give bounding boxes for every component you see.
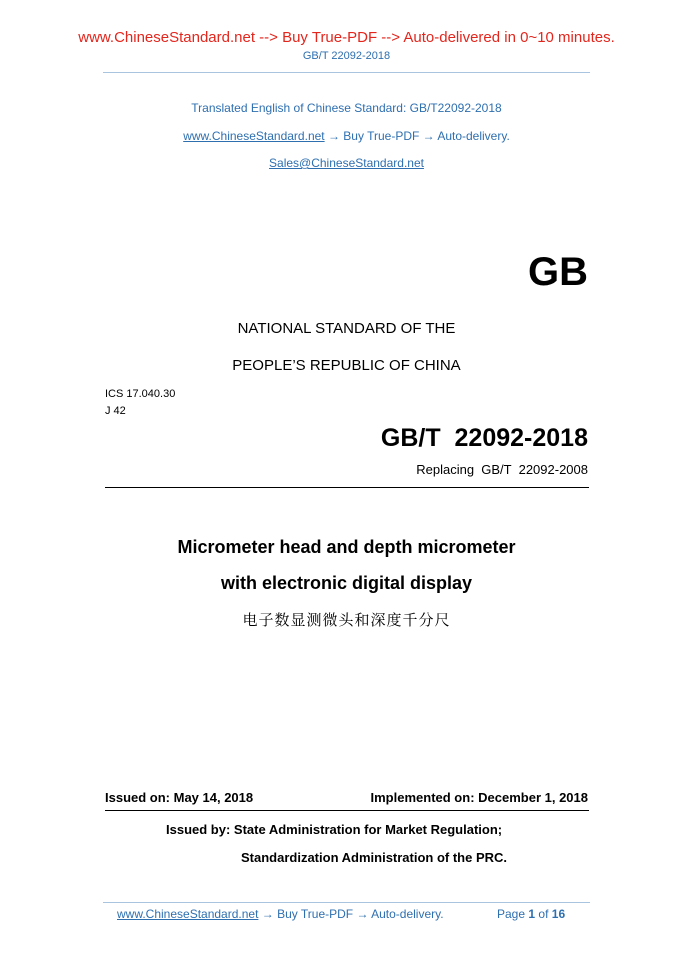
issued-by-line-1: Issued by: State Administration for Market Regulation; bbox=[166, 822, 503, 837]
footer-buy-line bbox=[117, 907, 444, 921]
page-label: Page bbox=[497, 907, 526, 921]
title-line-2: with electronic digital display bbox=[220, 573, 473, 593]
dates-divider bbox=[105, 810, 589, 811]
translated-line: Translated English of Chinese Standard: GB/T22092-2018 bbox=[191, 101, 502, 115]
header-divider bbox=[103, 72, 590, 73]
issued-by-line-2: Standardization Administration of the PRC. bbox=[241, 850, 508, 865]
sales-email-link[interactable]: Sales@ChineseStandard.net bbox=[269, 156, 424, 170]
issued-on: Issued on: May 14, 2018 bbox=[105, 790, 254, 805]
national-line-2: PEOPLE’S REPUBLIC OF CHINA bbox=[232, 357, 461, 374]
replacing-note: Replacing GB/T 22092-2008 bbox=[416, 462, 588, 477]
top-banner[interactable]: www.ChineseStandard.net --> Buy True-PDF --> Auto-delivered in 0~10 minutes. bbox=[78, 29, 615, 46]
title-line-1: Micrometer head and depth micrometer bbox=[177, 537, 516, 557]
page-total: 16 bbox=[551, 907, 566, 921]
buy-line bbox=[0, 129, 693, 143]
buy-text: → Buy True-PDF → Auto-delivery. bbox=[324, 129, 510, 143]
of-label: of bbox=[538, 907, 549, 921]
footer-site-link[interactable]: www.ChineseStandard.net bbox=[117, 907, 259, 921]
site-link[interactable]: www.ChineseStandard.net bbox=[183, 129, 325, 143]
footer-buy-text: → Buy True-PDF → Auto-delivery. bbox=[258, 907, 444, 921]
standard-number: GB/T 22092-2018 bbox=[380, 424, 588, 452]
footer-divider bbox=[103, 902, 590, 903]
gb-mark: GB bbox=[528, 250, 588, 294]
header-code: GB/T 22092-2018 bbox=[302, 50, 391, 62]
national-line-1: NATIONAL STANDARD OF THE bbox=[237, 320, 456, 337]
page-indicator bbox=[497, 907, 565, 921]
page-number: 1 bbox=[528, 907, 536, 921]
title-chinese: 电子数显测微头和深度千分尺 bbox=[242, 611, 451, 629]
ics-code: ICS 17.040.30 bbox=[105, 388, 176, 400]
ccs-code: J 42 bbox=[105, 405, 126, 417]
implemented-on: Implemented on: December 1, 2018 bbox=[370, 790, 588, 805]
sales-line bbox=[0, 156, 693, 170]
number-divider bbox=[105, 487, 589, 488]
